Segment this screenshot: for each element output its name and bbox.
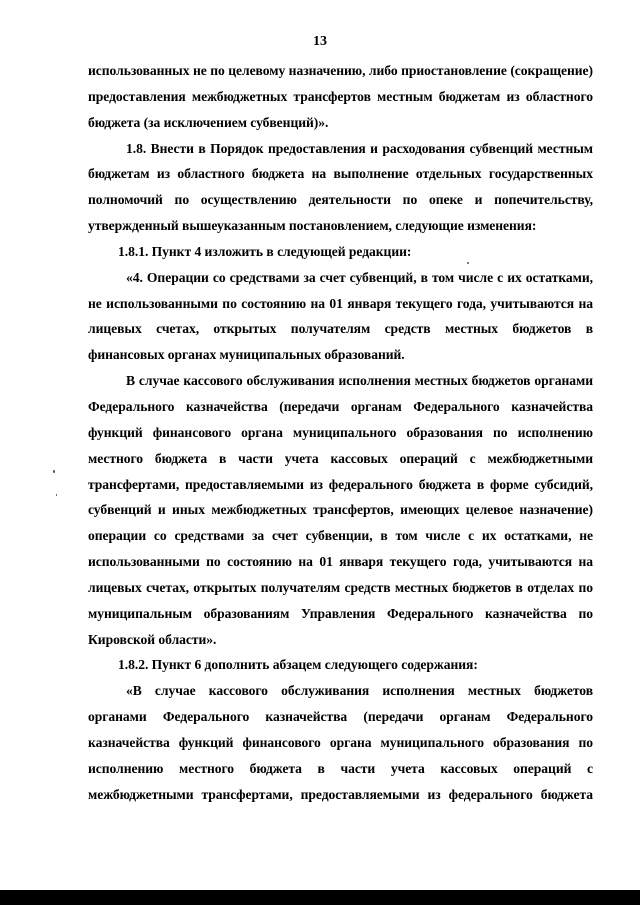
scan-speck bbox=[56, 494, 57, 496]
scan-speck bbox=[53, 470, 55, 473]
paragraph-1-8-1: 1.8.1. Пункт 4 изложить в следующей редакции: bbox=[118, 243, 412, 259]
scan-speck bbox=[467, 262, 469, 264]
page-number: 13 bbox=[313, 34, 327, 49]
paragraph-item-4: «4. Операции со средствами за счет субвенций, в том числе с их остатками, не использованными по состоянию на 01 января текущего года, учитываются на лицевых счетах, открытых получателям средств местных бюджетов в финансовых органах муниципальных образований. bbox=[88, 269, 593, 363]
paragraph-item-6-addition: «В случае кассового обслуживания исполнения местных бюджетов органами Федерального казначейства (передачи органам Федерального казначейства функций финансового органа муниципального образования по исполнению местного бюджета в части учета кассовых операций с межбюджетными трансфертами, предоставляемыми из федерального бюджета bbox=[88, 683, 593, 802]
scan-bottom-border bbox=[0, 890, 640, 905]
paragraph-1-8: 1.8. Внести в Порядок предоставления и расходования субвенций местным бюджетам из областного бюджета на выполнение отдельных государственных полномочий по осуществлению деятельности по опеке и попечительству, утвержденный вышеуказанным постановлением, следующие изменения: bbox=[88, 140, 593, 234]
paragraph-1-8-2: 1.8.2. Пункт 6 дополнить абзацем следующего содержания: bbox=[118, 657, 478, 673]
document-body bbox=[88, 58, 593, 807]
paragraph-treasury-case: В случае кассового обслуживания исполнения местных бюджетов органами Федерального казначейства (передачи органам Федерального казначейства функций финансового органа муниципального образования по исполнению местного бюджета в части учета кассовых операций с межбюджетными трансфертами, предоставляемыми из федерального бюджета в форме субсидий, субвенций и иных межбюджетных трансфертов, имеющих целевое назначение) операции со средствами за счет субвенции, в том числе с их остатками, не использованными по состоянию на 01 января текущего года, учитываются на лицевых счетах, открытых получателям средств местных бюджетов в отделах по муниципальным образованиям Управления Федерального казначейства по Кировской области». bbox=[88, 373, 593, 647]
paragraph-continuation: использованных не по целевому назначению, либо приостановление (сокращение) предоставления межбюджетных трансфертов местным бюджетам из областного бюджета (за исключением субвенций)». bbox=[88, 63, 593, 130]
